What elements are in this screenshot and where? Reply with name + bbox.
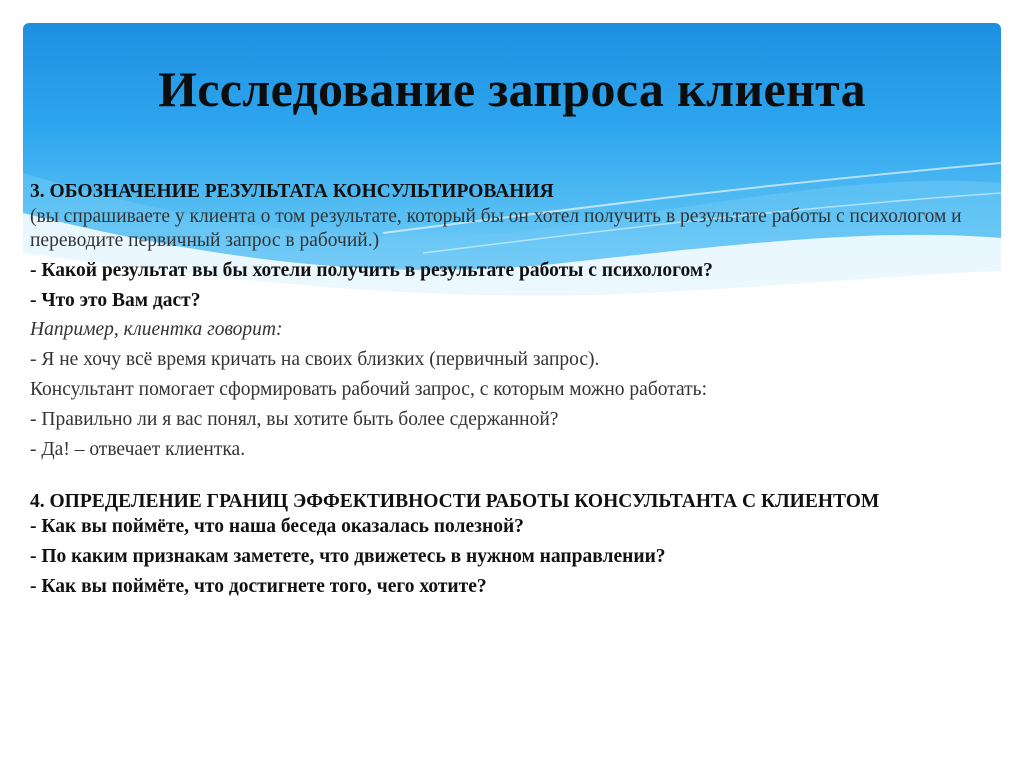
section3-number: 3 xyxy=(30,181,40,202)
section4-question-3: - Как вы поймёте, что достигнете того, чего хотите? xyxy=(30,576,487,598)
example-line-4: - Да! – отвечает клиентка. xyxy=(30,439,246,461)
section3-heading xyxy=(30,180,996,203)
section3-question-1: - Какой результат вы бы хотели получить в результате работы с психологом? xyxy=(30,259,713,281)
section4-question-1: - Как вы поймёте, что наша беседа оказалась полезной? xyxy=(30,516,524,538)
section4-heading: 4. ОПРЕДЕЛЕНИЕ ГРАНИЦ ЭФФЕКТИВНОСТИ РАБОТЫ КОНСУЛЬТАНТА С КЛИЕНТОМ xyxy=(30,490,880,512)
section3-heading-text: . ОБОЗНАЧЕНИЕ РЕЗУЛЬТАТА КОНСУЛЬТИРОВАНИЯ xyxy=(39,181,554,202)
slide-title: Исследование запроса клиента xyxy=(158,61,866,117)
example-line-2: Консультант помогает сформировать рабочий запрос, с которым можно работать: xyxy=(30,379,707,401)
section3-note: (вы спрашиваете у клиента о том результате, который бы он хотел получить в результате работы с психологом и переводите первичный запрос в рабочий.) xyxy=(30,206,962,251)
example-line-3: - Правильно ли я вас понял, вы хотите быть более сдержанной? xyxy=(30,409,559,431)
section4-question-2: - По каким признакам заметете, что движетесь в нужном направлении? xyxy=(30,546,666,568)
section3-question-2: - Что это Вам даст? xyxy=(30,289,201,311)
section-spacer xyxy=(30,468,996,490)
example-line-1: - Я не хочу всё время кричать на своих близких (первичный запрос). xyxy=(30,349,600,371)
example-label: Например, клиентка говорит: xyxy=(30,319,283,341)
slide-content xyxy=(30,180,996,605)
